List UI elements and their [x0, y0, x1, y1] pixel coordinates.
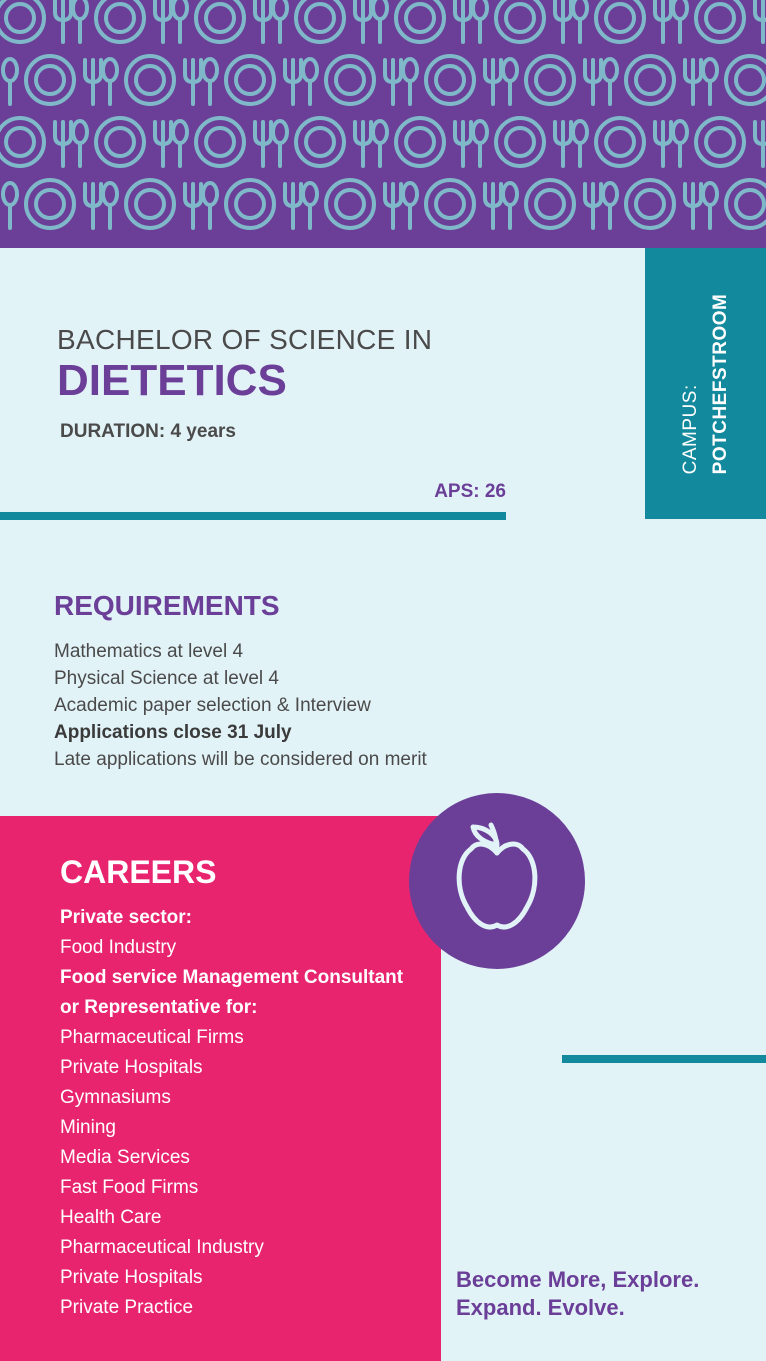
pattern-glyph — [3, 59, 17, 81]
pattern-glyph — [503, 183, 517, 205]
pattern-glyph — [236, 66, 264, 94]
requirement-item: Mathematics at level 4 — [54, 641, 244, 662]
pattern-glyph — [706, 128, 734, 156]
pattern-glyph — [673, 121, 687, 143]
pattern-glyph — [326, 180, 374, 228]
tagline — [456, 1266, 699, 1322]
pattern-glyph — [26, 56, 74, 104]
pattern-glyph — [726, 56, 766, 104]
pattern-glyph — [196, 118, 244, 166]
pattern-glyph — [373, 121, 387, 143]
pattern-glyph — [173, 121, 187, 143]
pattern-glyph — [226, 180, 274, 228]
pattern-glyph — [706, 4, 734, 32]
pattern-glyph — [596, 0, 644, 42]
pattern-glyph — [696, 118, 744, 166]
career-item: Fast Food Firms — [60, 1177, 199, 1198]
duration-text: DURATION: 4 years — [60, 421, 236, 442]
career-item: Private Practice — [60, 1297, 194, 1318]
careers-title: CAREERS — [60, 854, 217, 890]
pattern-glyph — [496, 118, 544, 166]
pattern-glyph — [736, 66, 764, 94]
careers-list — [60, 903, 435, 1323]
pattern-glyph — [306, 128, 334, 156]
pattern-glyph — [496, 0, 544, 42]
pattern-glyph — [96, 118, 144, 166]
pattern-glyph — [273, 0, 287, 19]
divider-rule-top — [0, 512, 506, 520]
pattern-glyph — [406, 128, 434, 156]
pattern-glyph — [196, 0, 244, 42]
pattern-glyph — [106, 4, 134, 32]
pattern-glyph — [406, 4, 434, 32]
pattern-glyph — [573, 121, 587, 143]
pattern-glyph — [636, 190, 664, 218]
career-heading: or Representative for: — [60, 997, 258, 1018]
pattern-glyph — [326, 56, 374, 104]
requirements-title: REQUIREMENTS — [54, 590, 280, 621]
pattern-glyph — [36, 190, 64, 218]
career-item: Gymnasiums — [60, 1087, 171, 1108]
pattern-glyph — [403, 183, 417, 205]
pattern-glyph — [506, 4, 534, 32]
pattern-glyph — [6, 4, 34, 32]
pattern-glyph — [106, 128, 134, 156]
pattern-glyph — [296, 118, 344, 166]
pattern-glyph — [173, 0, 187, 19]
apple-icon — [409, 793, 585, 969]
pattern-glyph — [206, 4, 234, 32]
pattern-glyph — [206, 128, 234, 156]
pattern-glyph — [473, 0, 487, 19]
pattern-glyph — [103, 183, 117, 205]
pattern-glyph — [73, 0, 87, 19]
pattern-glyph — [303, 183, 317, 205]
pattern-glyph — [596, 118, 644, 166]
pattern-glyph — [336, 66, 364, 94]
pattern-glyph — [296, 0, 344, 42]
pattern-glyph — [696, 0, 744, 42]
pattern-glyph — [73, 121, 87, 143]
pattern-glyph — [703, 59, 717, 81]
pattern-glyph — [203, 59, 217, 81]
pattern-glyph — [603, 183, 617, 205]
pattern-glyph — [403, 59, 417, 81]
pattern-glyph — [36, 66, 64, 94]
pattern-glyph — [636, 66, 664, 94]
pattern-glyph — [426, 180, 474, 228]
career-item: Media Services — [60, 1147, 190, 1168]
career-item: Pharmaceutical Industry — [60, 1237, 264, 1258]
pattern-glyph — [603, 59, 617, 81]
pattern-glyph — [473, 121, 487, 143]
requirements-list — [54, 638, 427, 773]
degree-prefix: BACHELOR OF SCIENCE IN — [57, 324, 433, 355]
pattern-glyph — [226, 56, 274, 104]
pattern-glyph — [436, 66, 464, 94]
career-heading: Private sector: — [60, 907, 193, 928]
requirement-item: Late applications will be considered on merit — [54, 749, 427, 770]
requirement-item: Physical Science at level 4 — [54, 668, 279, 689]
pattern-glyph — [536, 190, 564, 218]
pattern-glyph — [236, 190, 264, 218]
pattern-glyph — [103, 59, 117, 81]
degree-name: DIETETICS — [57, 356, 287, 405]
career-item: Private Hospitals — [60, 1057, 203, 1078]
career-item: Health Care — [60, 1207, 162, 1228]
pattern-glyph — [3, 183, 17, 205]
requirement-item-deadline: Applications close 31 July — [54, 722, 292, 743]
pattern-glyph — [396, 0, 444, 42]
pattern-glyph — [526, 180, 574, 228]
career-item: Food Industry — [60, 937, 177, 958]
pattern-glyph — [126, 56, 174, 104]
pattern-glyph — [606, 128, 634, 156]
divider-rule-right — [562, 1055, 766, 1063]
pattern-glyph — [396, 118, 444, 166]
career-item: Mining — [60, 1117, 116, 1138]
tagline-line-2: Expand. Evolve. — [456, 1295, 625, 1320]
header-pattern-banner — [0, 0, 766, 248]
pattern-glyph — [203, 183, 217, 205]
pattern-glyph — [526, 56, 574, 104]
pattern-glyph — [626, 56, 674, 104]
pattern-glyph — [606, 4, 634, 32]
career-heading: Food service Management Consultant — [60, 967, 404, 988]
pattern-glyph — [536, 66, 564, 94]
pattern-glyph — [273, 121, 287, 143]
plate-and-fork-pattern — [0, 0, 766, 248]
career-item: Pharmaceutical Firms — [60, 1027, 244, 1048]
pattern-glyph — [426, 56, 474, 104]
pattern-glyph — [726, 180, 766, 228]
pattern-glyph — [573, 0, 587, 19]
campus-value: POTCHEFSTROOM — [709, 293, 731, 474]
pattern-glyph — [336, 190, 364, 218]
pattern-glyph — [626, 180, 674, 228]
pattern-glyph — [503, 59, 517, 81]
pattern-glyph — [96, 0, 144, 42]
pattern-glyph — [373, 0, 387, 19]
aps-score: APS: 26 — [434, 481, 506, 502]
campus-box — [645, 248, 766, 519]
pattern-glyph — [703, 183, 717, 205]
pattern-glyph — [306, 4, 334, 32]
campus-text — [676, 293, 736, 474]
campus-label: CAMPUS: — [679, 383, 701, 474]
career-item: Private Hospitals — [60, 1267, 203, 1288]
pattern-glyph — [673, 0, 687, 19]
pattern-glyph — [136, 190, 164, 218]
tagline-line-1: Become More, Explore. — [456, 1267, 700, 1292]
pattern-glyph — [506, 128, 534, 156]
pattern-glyph — [126, 180, 174, 228]
requirement-item: Academic paper selection & Interview — [54, 695, 371, 716]
pattern-glyph — [436, 190, 464, 218]
pattern-glyph — [736, 190, 764, 218]
pattern-glyph — [6, 128, 34, 156]
pattern-glyph — [303, 59, 317, 81]
pattern-glyph — [26, 180, 74, 228]
pattern-glyph — [136, 66, 164, 94]
apple-badge — [409, 793, 585, 969]
